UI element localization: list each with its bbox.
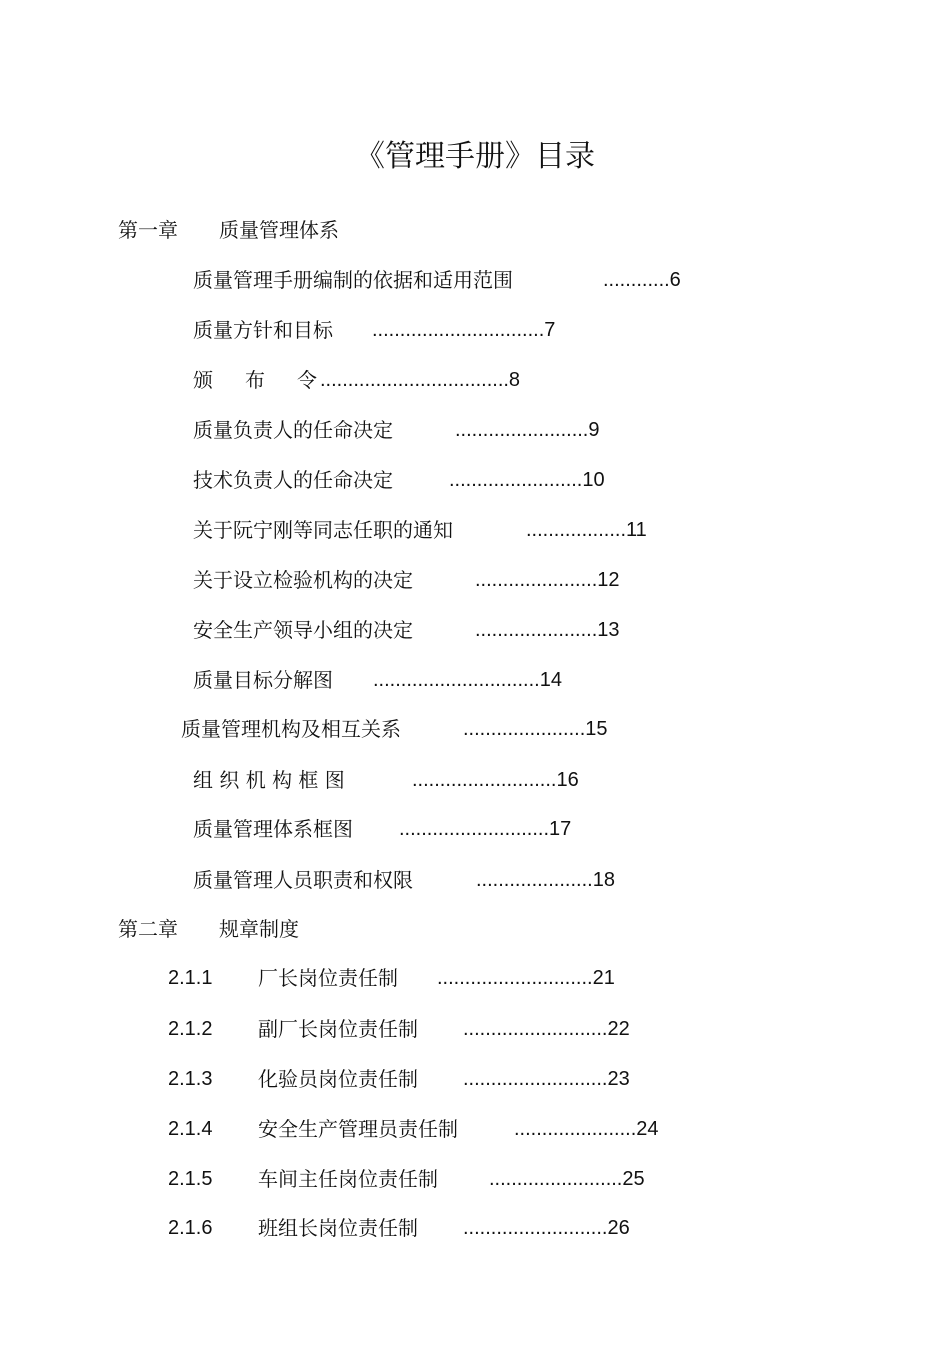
- toc-entry-title: 技术负责人的任命决定: [193, 468, 393, 492]
- toc-entry-title: 车间主任岗位责任制: [258, 1167, 438, 1191]
- chapter-label: 第二章: [118, 917, 178, 941]
- toc-entry-title: 关于设立检验机构的决定: [193, 568, 413, 592]
- toc-entry-leader-page: ............................21: [437, 967, 615, 989]
- chapter-name: 质量管理体系: [219, 218, 339, 242]
- toc-entry-title: 质量方针和目标: [193, 318, 333, 342]
- toc-entry-leader-page: ..................11: [526, 519, 647, 541]
- toc-entry-leader-page: ........................25: [489, 1168, 645, 1190]
- toc-entry-leader-page: ..........................16: [412, 769, 579, 791]
- toc-entry-leader-page: ......................15: [463, 718, 608, 740]
- toc-entry-title: 质量管理手册编制的依据和适用范围: [193, 268, 513, 292]
- toc-entry-leader-page: ......................12: [475, 569, 620, 591]
- section-number: 2.1.6: [168, 1217, 213, 1239]
- toc-entry-title: 令: [297, 368, 317, 392]
- toc-entry-title: 副厂长岗位责任制: [258, 1017, 418, 1041]
- toc-entry-title: 安全生产领导小组的决定: [193, 618, 413, 642]
- toc-entry-title: 质量负责人的任命决定: [193, 418, 393, 442]
- toc-entry-title: 质量管理机构及相互关系: [181, 717, 401, 741]
- section-number: 2.1.3: [168, 1068, 213, 1090]
- toc-entry-leader-page: ........................9: [455, 419, 600, 441]
- section-number: 2.1.1: [168, 967, 213, 989]
- toc-entry-title: 关于阮宁刚等同志任职的通知: [193, 518, 453, 542]
- toc-entry-title: 班组长岗位责任制: [258, 1216, 418, 1240]
- section-number: 2.1.4: [168, 1118, 213, 1140]
- toc-entry-title: 颁: [193, 368, 213, 392]
- toc-entry-title: 质量管理体系框图: [193, 817, 353, 841]
- toc-entry-leader-page: ......................24: [514, 1118, 659, 1140]
- toc-entry-title: 质量目标分解图: [193, 668, 333, 692]
- chapter-label: 第一章: [118, 218, 178, 242]
- toc-entry-title: 厂长岗位责任制: [258, 966, 398, 990]
- toc-entry-leader-page: ..........................26: [463, 1217, 630, 1239]
- toc-entry-leader-page: ..........................22: [463, 1018, 630, 1040]
- toc-entry-leader-page: ............6: [603, 269, 681, 291]
- toc-entry-leader-page: ......................13: [475, 619, 620, 641]
- toc-entry-leader-page: ........................10: [449, 469, 605, 491]
- toc-entry-leader-page: ..........................23: [463, 1068, 630, 1090]
- toc-entry-leader-page: ..............................14: [373, 669, 562, 691]
- toc-entry-title: 组 织 机 构 框 图: [193, 768, 345, 792]
- section-number: 2.1.2: [168, 1018, 213, 1040]
- toc-entry-title: 质量管理人员职责和权限: [193, 868, 413, 892]
- toc-entry-title: 安全生产管理员责任制: [258, 1117, 458, 1141]
- section-number: 2.1.5: [168, 1168, 213, 1190]
- toc-entry-leader-page: ...........................17: [399, 818, 572, 840]
- toc-entry-leader-page: ...............................7: [372, 319, 556, 341]
- toc-entry-leader-page: ..................................8: [320, 369, 521, 391]
- toc-entry-title: 化验员岗位责任制: [258, 1067, 418, 1091]
- chapter-name: 规章制度: [219, 917, 299, 941]
- page-title: 《管理手册》目录: [355, 139, 595, 174]
- toc-entry-leader-page: .....................18: [476, 869, 615, 891]
- toc-entry-title: 布: [245, 368, 265, 392]
